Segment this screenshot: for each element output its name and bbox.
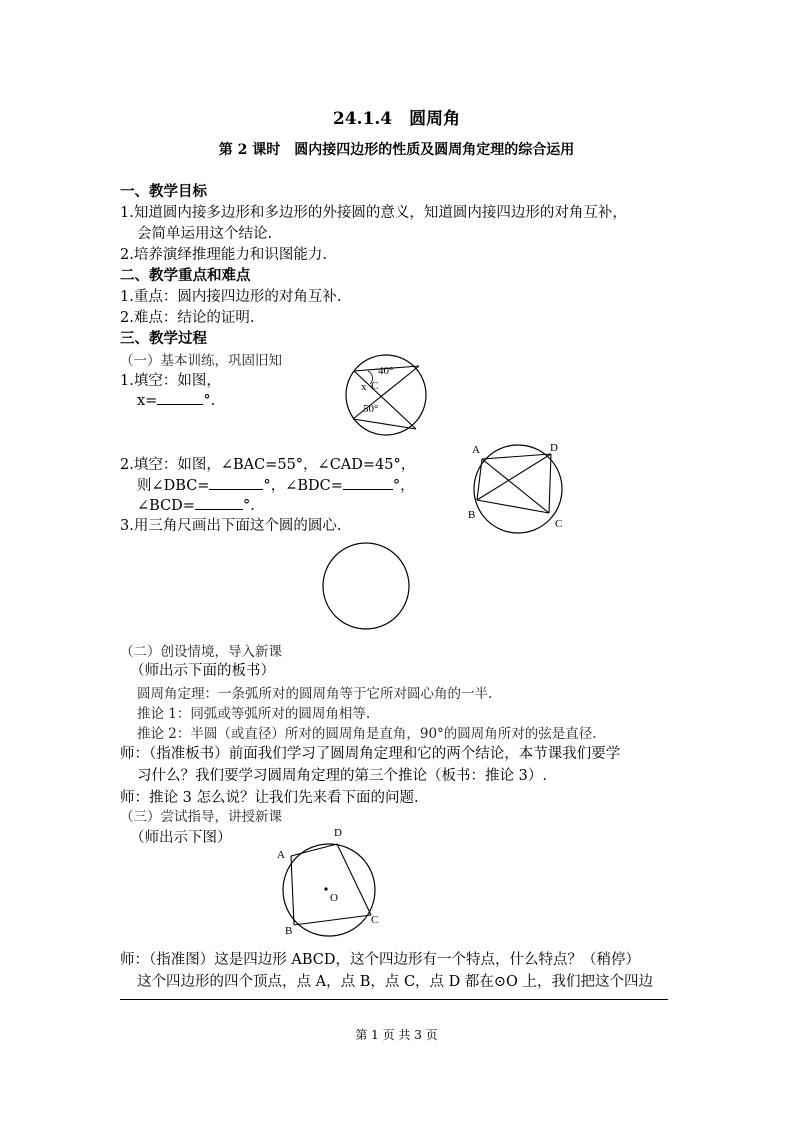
figure4-label-c: C bbox=[371, 914, 379, 926]
figure4-label-d: D bbox=[334, 827, 342, 839]
q2-blank-bcd[interactable] bbox=[195, 495, 243, 510]
page-title: 24.1.4 圆周角 bbox=[332, 109, 461, 129]
teacher-remark-1-cont: 习什么？我们要学习圆周角定理的第三个推论（板书：推论 3）. bbox=[137, 768, 547, 784]
part3-header: （三）尝试指导，讲授新课 bbox=[120, 809, 282, 825]
figure-cyclic-quadrilateral-abcd bbox=[274, 822, 386, 936]
figure1-c-label: C bbox=[371, 380, 379, 392]
teacher-remark-3: 师：（指准图）这是四边形 ABCD，这个四边形有一个特点，什么特点？（稍停） bbox=[120, 952, 640, 968]
q1-degree: °. bbox=[203, 393, 216, 409]
part3-show: （师出示下图） bbox=[130, 830, 232, 846]
goal-item-1-cont: 会简单运用这个结论. bbox=[137, 226, 273, 242]
q3-text: 3.用三角尺画出下面这个圆的圆心. bbox=[120, 518, 342, 534]
figure2-label-d: D bbox=[550, 442, 558, 454]
figure1-angle-50: 50° bbox=[363, 403, 379, 415]
figure1-x-label: x bbox=[361, 381, 367, 393]
focus-item-1: 1.重点：圆内接四边形的对角互补. bbox=[120, 289, 342, 305]
q2-bcd-label: ∠BCD= bbox=[137, 498, 195, 514]
corollary-1: 推论 1：同弧或等弧所对的圆周角相等. bbox=[137, 706, 371, 722]
teacher-remark-1: 师：（指准板书）前面我们学习了圆周角定理和它的两个结论，本节课我们要学 bbox=[120, 746, 621, 762]
figure2-label-c: C bbox=[555, 518, 563, 530]
q1-x-label: x= bbox=[137, 393, 158, 409]
q2-line3 bbox=[137, 495, 255, 514]
figure1-angle-40: 40° bbox=[378, 365, 394, 377]
q2-dbc-label: 则∠DBC= bbox=[137, 478, 210, 494]
corollary-2: 推论 2：半圆（或直径）所对的圆周角是直角，90°的圆周角所对的弦是直径. bbox=[137, 726, 597, 742]
q1-answer-line bbox=[137, 390, 215, 409]
page-subtitle: 第 2 课时 圆内接四边形的性质及圆周角定理的综合运用 bbox=[218, 142, 575, 158]
q2-line2 bbox=[137, 474, 415, 495]
figure-plain-circle bbox=[322, 542, 412, 632]
q2-blank-dbc[interactable] bbox=[209, 475, 263, 490]
goal-item-1: 1.知道圆内接多边形和多边形的外接圆的意义，知道圆内接四边形的对角互补， bbox=[120, 205, 627, 221]
part2-board-intro: （师出示下面的板书） bbox=[130, 663, 275, 679]
figure-cyclic-quadrilateral-q2 bbox=[466, 438, 576, 538]
section-heading-focus: 二、教学重点和难点 bbox=[120, 267, 251, 284]
part1-header: （一）基本训练，巩固旧知 bbox=[120, 353, 282, 369]
figure-intersecting-chords bbox=[340, 350, 435, 440]
q2-bdc-label: °，∠BDC= bbox=[263, 478, 343, 494]
goal-item-2: 2.培养演绎推理能力和识图能力. bbox=[120, 247, 327, 263]
teacher-remark-2: 师：推论 3 怎么说？让我们先来看下面的问题. bbox=[120, 790, 419, 806]
q2-text: 2.填空：如图，∠BAC=55°，∠CAD=45°， bbox=[120, 457, 416, 473]
page-number: 第 1 页 共 3 页 bbox=[355, 1028, 438, 1042]
figure4-label-o: O bbox=[330, 892, 338, 904]
section-heading-goals: 一、教学目标 bbox=[120, 183, 207, 200]
focus-item-2: 2.难点：结论的证明. bbox=[120, 310, 255, 326]
section-heading-process: 三、教学过程 bbox=[120, 330, 207, 347]
figure4-label-a: A bbox=[277, 849, 285, 861]
q2-end: °. bbox=[242, 498, 255, 514]
footer-divider bbox=[120, 999, 668, 1000]
figure2-label-a: A bbox=[472, 444, 480, 456]
part2-header: （二）创设情境，导入新课 bbox=[120, 644, 282, 660]
q1-text: 1.填空：如图， bbox=[120, 373, 221, 389]
figure2-label-b: B bbox=[468, 509, 476, 521]
q1-blank[interactable] bbox=[157, 390, 203, 405]
q2-blank-bdc[interactable] bbox=[343, 475, 393, 490]
teacher-remark-3-cont: 这个四边形的四个顶点，点 A，点 B，点 C，点 D 都在⊙O 上，我们把这个四边 bbox=[137, 974, 654, 990]
q2-deg-end: °， bbox=[392, 478, 415, 494]
theorem-text: 圆周角定理：一条弧所对的圆周角等于它所对圆心角的一半. bbox=[137, 686, 493, 702]
figure4-label-b: B bbox=[285, 925, 293, 937]
